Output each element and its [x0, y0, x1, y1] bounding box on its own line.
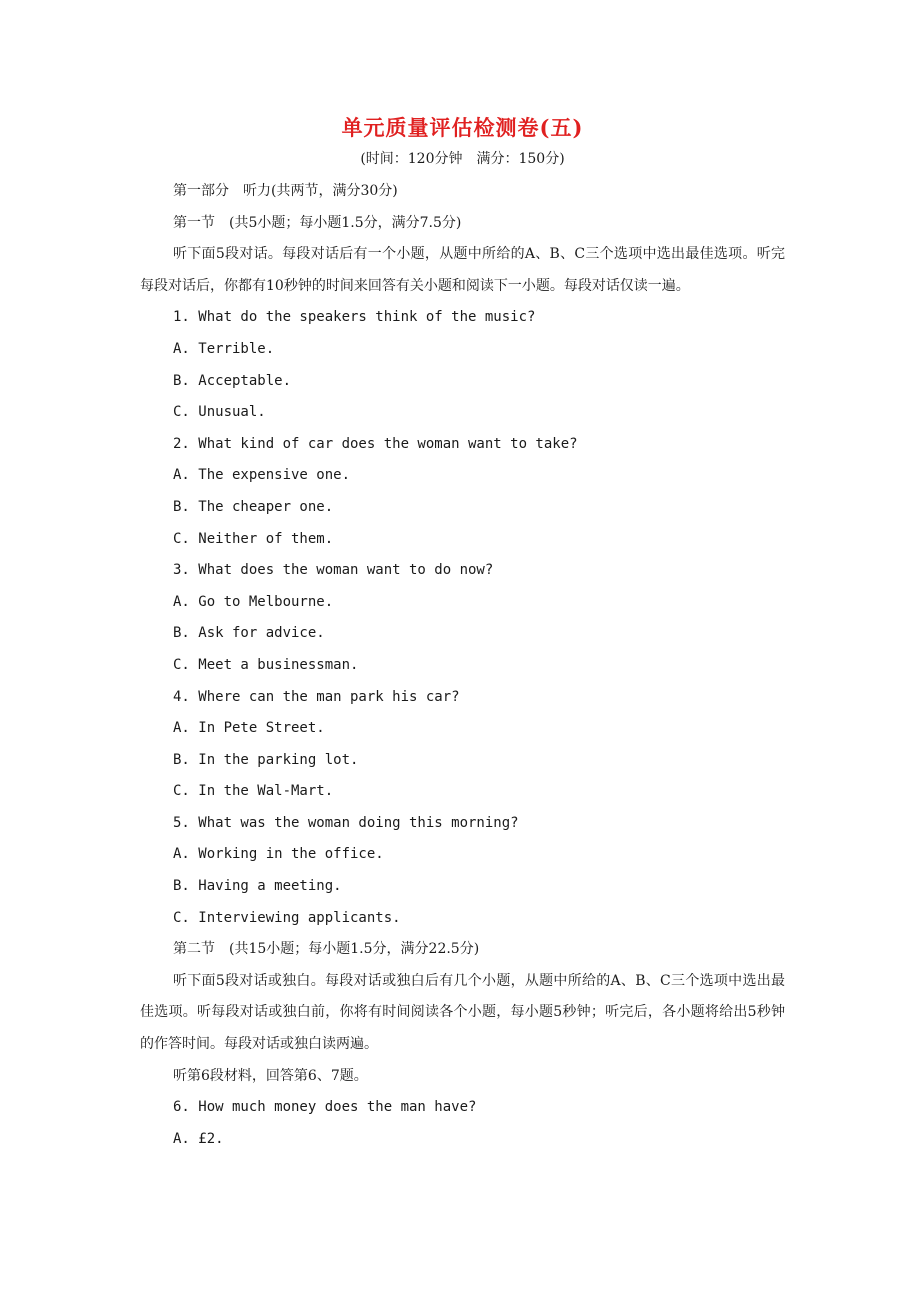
option-b: B. In the parking lot. — [173, 751, 359, 768]
option-a: A. Terrible. — [173, 340, 275, 357]
option-a: A. Go to Melbourne. — [173, 593, 334, 610]
question-stem: 5. What was the woman doing this morning? — [173, 814, 519, 831]
material6-intro: 听第6段材料，回答第6、7题。 — [173, 1067, 368, 1084]
section1-instructions: 听下面5段对话。每段对话后有一个小题，从题中所给的A、B、C三个选项中选出最佳选项。听完每段对话后，你都有10秒钟的时间来回答有关小题和阅读下一小题。每段对话仅读一遍。 — [140, 246, 785, 294]
option-b: B. Ask for advice. — [173, 625, 325, 642]
option-a: A. Working in the office. — [173, 846, 384, 863]
part1-heading: 第一部分 听力(共两节，满分30分) — [173, 183, 398, 199]
section2-heading: 第二节 (共15小题；每小题1.5分，满分22.5分) — [173, 941, 480, 958]
option-a: A. The expensive one. — [173, 467, 351, 484]
option-b: B. The cheaper one. — [173, 498, 334, 515]
option-c: C. Meet a businessman. — [173, 656, 359, 673]
exam-title: 单元质量评估检测卷(五) — [341, 115, 584, 140]
question-stem: 3. What does the woman want to do now? — [173, 562, 494, 579]
option-c: C. Neither of them. — [173, 530, 334, 547]
exam-subtitle: (时间：120分钟 满分：150分) — [360, 151, 565, 167]
question-stem: 1. What do the speakers think of the music? — [173, 309, 536, 326]
option-c: C. In the Wal-Mart. — [173, 783, 334, 800]
option-c: C. Interviewing applicants. — [173, 909, 401, 926]
section2-instructions: 听下面5段对话或独白。每段对话或独白后有几个小题，从题中所给的A、B、C三个选项中选出最佳选项。听每段对话或独白前，你将有时间阅读各个小题，每小题5秒钟；听完后，各小题将给出5秒钟的作答时间。每段对话或独白读两遍。 — [140, 972, 785, 1053]
option-b: B. Acceptable. — [173, 372, 292, 389]
option-a: A. In Pete Street. — [173, 720, 325, 737]
option-a: A. £2. — [173, 1130, 224, 1147]
question-stem: 4. Where can the man park his car? — [173, 688, 460, 705]
option-b: B. Having a meeting. — [173, 878, 342, 895]
option-c: C. Unusual. — [173, 404, 266, 421]
exam-page — [140, 112, 785, 1155]
section1-heading: 第一节 (共5小题；每小题1.5分，满分7.5分) — [173, 214, 462, 231]
question-stem: 6. How much money does the man have? — [173, 1099, 477, 1116]
question-stem: 2. What kind of car does the woman want to take? — [173, 435, 578, 452]
